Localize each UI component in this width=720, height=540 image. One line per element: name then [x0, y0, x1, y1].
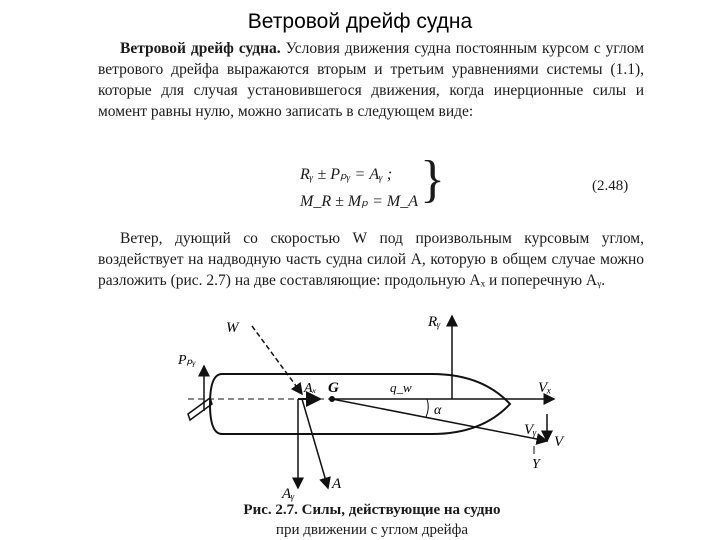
slide-title: Ветровой дрейф судна [247, 10, 473, 33]
scanned-page [92, 36, 652, 536]
label-Ay: Aᵧ [282, 486, 295, 502]
label-G: G [328, 380, 339, 396]
label-Y: Y [532, 457, 540, 472]
paragraph-body: Условия движения судна постоянным курсом с углом ветрового дрейфа выражаются вторым и третьим уравнениями системы (1.1), которые для случая установившегося движения, когда инерционные силы и момент равны нулю, можно записать в следующем виде: [98, 40, 644, 120]
equation-number: (2.48) [592, 178, 629, 194]
label-Vx: Vₓ [538, 380, 552, 396]
a-arrow [302, 399, 328, 488]
label-Vy: Vᵧ [524, 422, 537, 438]
label-W: W [226, 320, 239, 336]
wind-arrow [252, 326, 302, 394]
label-qw: q_w [390, 380, 412, 395]
figure-caption-line2: при движении с углом дрейфа [275, 522, 469, 538]
paragraph-wind-force: Ветер, дующий со скоростью W под произвольным курсовым углом, воздействует на надводную часть судна силой A, которую в общем случае можно разложить (рис. 2.7) на две составляющие: продольную Aₓ и поперечную Aᵧ. [98, 230, 644, 289]
label-V: V [554, 434, 564, 450]
rudder [188, 398, 212, 420]
figure-caption-line1: Рис. 2.7. Силы, действующие на судно [243, 502, 501, 518]
label-Ry: Rᵧ [428, 314, 441, 330]
center-of-gravity [329, 396, 335, 402]
force-diagram [92, 36, 652, 536]
label-Ax: Aₓ [304, 381, 317, 396]
paragraph-heading: Ветровой дрейф судна. [120, 40, 281, 57]
label-A: A [332, 476, 342, 492]
label-alpha: α [434, 403, 442, 418]
drift-angle-arc [426, 399, 428, 417]
equation-brace: } [420, 151, 445, 208]
equation-line-1: Rᵧ ± Pₚᵧ = Aᵧ ; [300, 166, 393, 183]
equation-line-2: M_R ± Mₚ = M_A [300, 193, 418, 210]
label-Ppy: Pₚᵧ [178, 353, 196, 368]
